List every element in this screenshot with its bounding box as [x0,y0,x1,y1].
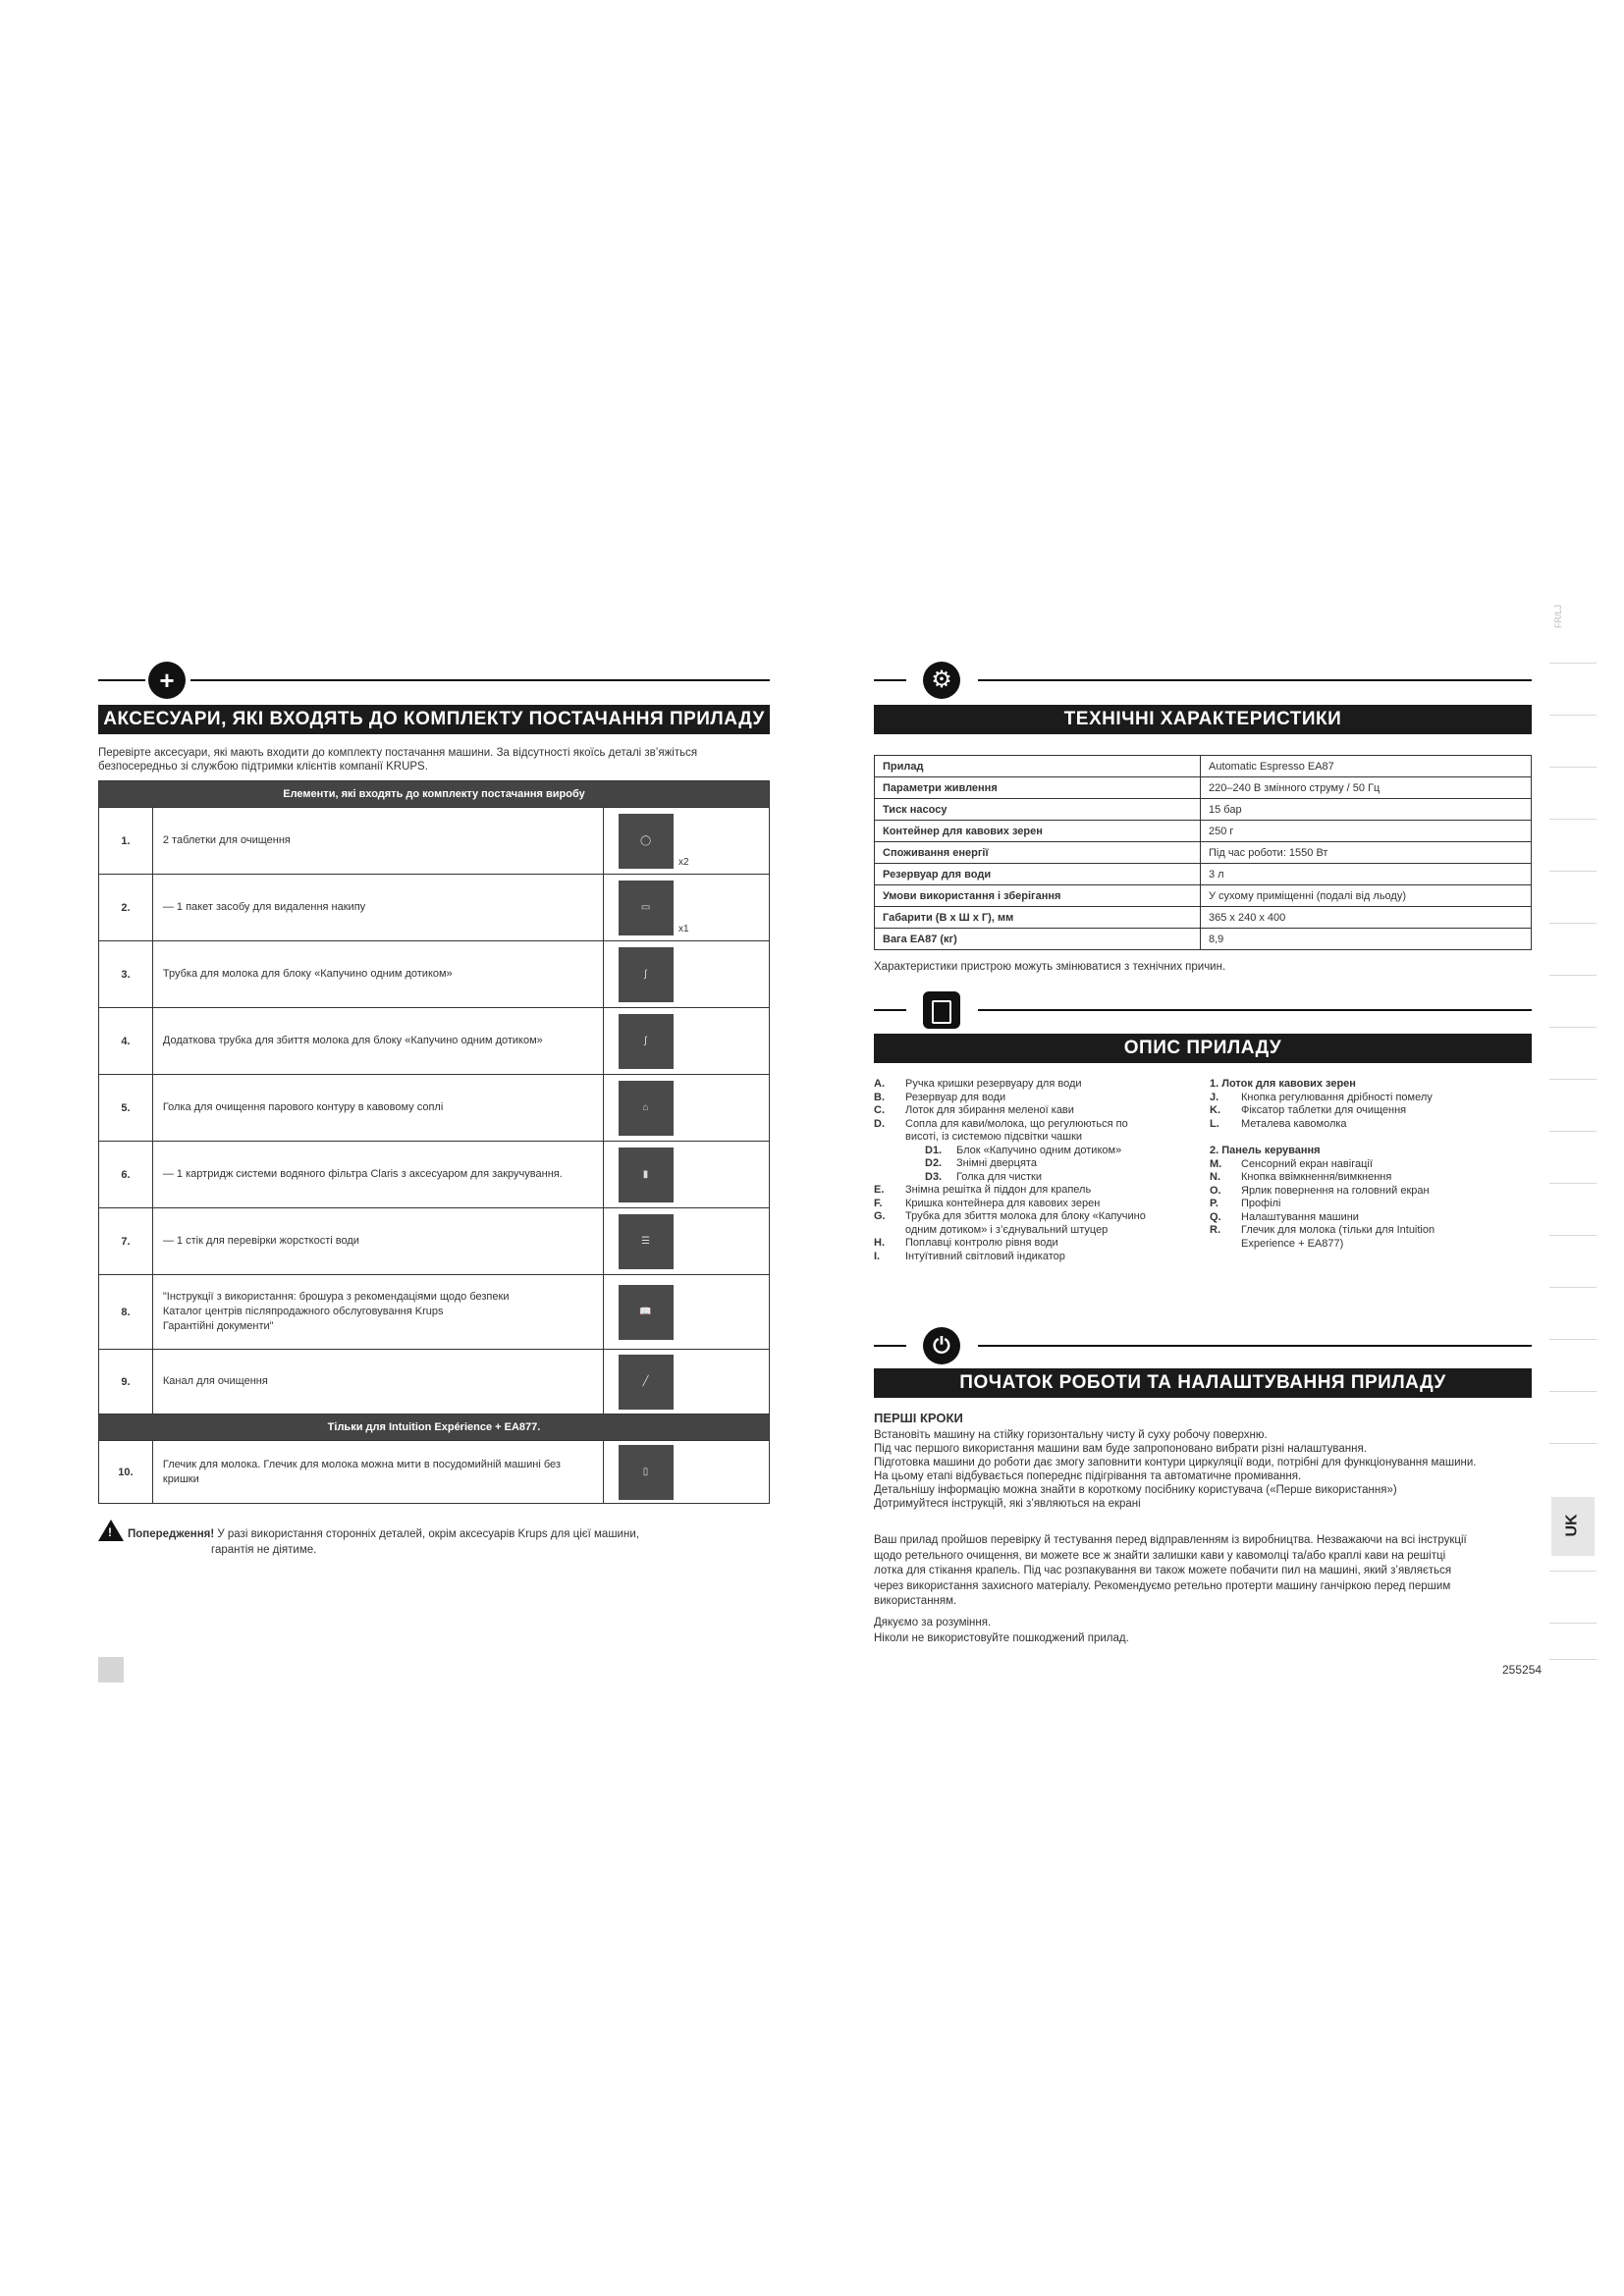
para-line: Ваш прилад пройшов перевірку й тестування перед відправленням із виробництва. Незважаючи на всі інструкції [874,1534,1467,1546]
row-number: 4. [99,1008,153,1075]
cleaning-channel-icon: ╱ [619,1355,674,1410]
desc-list-left [874,1078,1198,1263]
group2-title: 2. Панель керування [1210,1145,1321,1156]
list-item: J. Кнопка регулювання дрібності помелу [1210,1091,1433,1103]
power-icon: ⏻ [923,1327,960,1364]
list-item: D3. Голка для чистки [925,1170,1042,1183]
spec-value: 3 л [1201,864,1532,885]
list-item: D2. Знімні дверцята [925,1157,1037,1169]
accessories-title: АКСЕСУАРИ, ЯКІ ВХОДЯТЬ ДО КОМПЛЕКТУ ПОСТАЧАННЯ ПРИЛАДУ [98,705,770,734]
warning-text [128,1527,766,1541]
para-line: через використання захисного матеріалу. Рекомендуємо ретельно протерти машину ганчіркою перед першим [874,1579,1451,1592]
spec-key: Контейнер для кавових зерен [875,821,1201,842]
index-line [1549,1571,1597,1572]
row-number: 9. [99,1350,153,1415]
warning-exclamation: ! [108,1525,112,1539]
index-line [1549,923,1597,924]
water-filter-icon: ▮ [619,1148,674,1202]
list-item: висоті, із системою підсвітки чашки [905,1131,1083,1143]
start-paragraph [874,1533,1534,1610]
row-description: 2 таблетки для очищення [152,808,603,875]
para-line: використанням. [874,1595,957,1607]
row-number: 1. [99,808,153,875]
milk-jug-icon: ▯ [619,1445,674,1500]
hardness-strip-icon: ☰ [619,1214,674,1269]
specs-note: Характеристики пристрою можуть змінюватися з технічних причин. [874,961,1226,973]
spec-key: Параметри живлення [875,777,1201,799]
cleaning-needle-icon: ⌂ [619,1081,674,1136]
index-line [1549,767,1597,768]
page-marker [98,1657,124,1682]
row-description: — 1 пакет засобу для видалення накипу [152,875,603,941]
list-item: A. Ручка кришки резервуару для води [874,1078,1082,1090]
list-item: D1. Блок «Капучино одним дотиком» [925,1144,1122,1156]
row-description: — 1 стік для перевірки жорсткості води [152,1208,603,1275]
row-number: 5. [99,1075,153,1142]
accessories-table-header: Елементи, які входять до комплекту постачання виробу [99,781,770,808]
row-number: 7. [99,1208,153,1275]
spec-value: 8,9 [1201,929,1532,950]
para-line: щодо ретельного очищення, ви можете все ж знайти залишки кави у кавомолці та/або краплі кави на решітці [874,1549,1446,1562]
start-rule-left [874,1345,906,1347]
index-line [1549,1131,1597,1132]
row-description: Додаткова трубка для збиття молока для блоку «Капучино одним дотиком» [152,1008,603,1075]
list-item: P. Профілі [1210,1198,1281,1209]
list-item: R. Глечик для молока (тільки для Intuition [1210,1224,1435,1236]
specs-rule-left [874,679,906,681]
table-row [99,808,770,875]
spec-value: 15 бар [1201,799,1532,821]
table-row [875,885,1532,907]
spec-value: 220–240 В змінного струму / 50 Гц [1201,777,1532,799]
start-line: На цьому етапі відбувається попереднє підігрівання та автоматичне промивання. [874,1470,1302,1482]
index-line [1549,715,1597,716]
desc-rule-right [978,1009,1532,1011]
spec-key: Умови використання і зберігання [875,885,1201,907]
list-item: L. Металева кавомолка [1210,1117,1347,1130]
start-lines [874,1428,1534,1511]
spec-key: Прилад [875,756,1201,777]
start-rule-right [978,1345,1532,1347]
spec-value: 365 x 240 x 400 [1201,907,1532,929]
list-item: O. Ярлик повернення на головний екран [1210,1184,1430,1197]
spec-key: Тиск насосу [875,799,1201,821]
index-line [1549,871,1597,872]
index-line [1549,975,1597,976]
start-line: Дотримуйтеся інструкцій, які з’являються на екрані [874,1498,1141,1510]
group1-title: 1. Лоток для кавових зерен [1210,1078,1356,1090]
machine-icon [923,991,960,1029]
warning-label: Попередження! [128,1528,215,1540]
start-line: Детальнішу інформацію можна знайти в короткому посібнику користувача («Перше використання») [874,1484,1397,1496]
spec-key: Резервуар для води [875,864,1201,885]
extra-milk-tube-icon: ʃ [619,1014,674,1069]
row-description: "Інструкції з використання: брошура з рекомендаціями щодо безпеки Каталог центрів післяпродажного обслуговування Krups Гарантійні документи" [152,1275,603,1350]
warning-text-2: гарантія не діятиме. [211,1544,317,1556]
accessories-intro-1: Перевірте аксесуари, які мають входити до комплекту постачання машини. За відсутності якоїсь деталі зв’яжіться [98,747,698,759]
table-row [875,777,1532,799]
language-tab-uk [1551,1497,1595,1556]
desc-rule-left [874,1009,906,1011]
spec-value: Під час роботи: 1550 Вт [1201,842,1532,864]
para-line: лотка для стікання крапель. Під час розпакування ви також можете побачити пил на машині, який з’являється [874,1565,1452,1576]
list-item: Experience + EA877) [1241,1237,1344,1250]
row-number: 10. [99,1441,153,1504]
row-number: 8. [99,1275,153,1350]
row-description: — 1 картридж системи водяного фільтра Claris з аксесуаром для закручування. [152,1142,603,1208]
table-row [875,799,1532,821]
index-line [1549,663,1597,664]
row-description: Глечик для молока. Глечик для молока можна мити в посудомийній машині без кришки [152,1441,603,1504]
index-line [1549,1079,1597,1080]
start-line: Підготовка машини до роботи дає змогу заповнити контури циркуляції води, потрібні для функціонування машини. [874,1457,1477,1468]
thanks-text: Дякуємо за розуміння. [874,1617,992,1629]
left-header-rule-left [98,679,145,681]
start-subtitle: ПЕРШІ КРОКИ [874,1411,963,1425]
index-line [1549,1287,1597,1288]
intuition-only-header: Тільки для Intuition Expérience + EA877. [99,1415,770,1441]
list-item: F. Кришка контейнера для кавових зерен [874,1197,1101,1209]
row-description: Канал для очищення [152,1350,603,1415]
index-line [1549,1027,1597,1028]
index-line [1549,1623,1597,1624]
table-row [99,941,770,1008]
index-line [1549,1235,1597,1236]
spec-key: Вага EA87 (кг) [875,929,1201,950]
never-text: Ніколи не використовуйте пошкоджений прилад. [874,1632,1129,1644]
table-row [99,1350,770,1415]
specs-table [874,755,1532,950]
gear-icon: ⚙ [923,662,960,699]
table-row [875,907,1532,929]
index-line [1549,1339,1597,1340]
left-header-rule-right [190,679,770,681]
list-item: I. Інтуїтивний світловий індикатор [874,1250,1065,1262]
item-count: x2 [677,856,689,868]
row-number: 3. [99,941,153,1008]
start-title: ПОЧАТОК РОБОТИ ТА НАЛАШТУВАННЯ ПРИЛАДУ [874,1368,1532,1398]
spec-value: У сухому приміщенні (подалі від льоду) [1201,885,1532,907]
milk-tube-icon: ∫ [619,947,674,1002]
table-row [99,1075,770,1142]
table-row [99,1208,770,1275]
list-item: G. Трубка для збиття молока для блоку «Капучино [874,1210,1146,1222]
language-tab-label: UK [1563,1514,1581,1537]
list-item: D. Сопла для кави/молока, що регулюються по [874,1117,1128,1130]
booklet-icon: 📖 [619,1285,674,1340]
warning-text-1: У разі використання сторонніх деталей, окрім аксесуарів Krups для цієї машини, [214,1528,639,1540]
list-item: E. Знімна решітка й піддон для крапель [874,1184,1092,1196]
table-row [99,1142,770,1208]
specs-rule-right [978,679,1532,681]
item-count: x1 [677,923,689,934]
list-item: K. Фіксатор таблетки для очищення [1210,1104,1407,1116]
list-item: B. Резервуар для води [874,1091,1006,1103]
table-row [99,875,770,941]
table-row [875,929,1532,950]
cleaning-tablet-icon: ◯ x2 [619,814,674,869]
spec-key: Споживання енергії [875,842,1201,864]
index-line [1549,1391,1597,1392]
accessories-table [98,780,770,1504]
index-line [1549,1443,1597,1444]
list-item: N. Кнопка ввімкнення/вимкнення [1210,1171,1392,1183]
start-line: Встановіть машину на стійку горизонтальну чисту й суху робочу поверхню. [874,1429,1268,1441]
table-row [875,842,1532,864]
row-number: 6. [99,1142,153,1208]
plus-icon: + [148,662,186,699]
row-description: Голка для очищення парового контуру в кавовому соплі [152,1075,603,1142]
spec-value: 250 г [1201,821,1532,842]
description-title: ОПИС ПРИЛАДУ [874,1034,1532,1063]
list-item: H. Поплавці контролю рівня води [874,1237,1058,1249]
table-row [99,1008,770,1075]
specs-title: ТЕХНІЧНІ ХАРАКТЕРИСТИКИ [874,705,1532,734]
list-item: M. Сенсорний екран навігації [1210,1157,1373,1170]
list-item: C. Лоток для збирання меленої кави [874,1104,1074,1116]
descaling-packet-icon: ▭ x1 [619,881,674,935]
row-number: 2. [99,875,153,941]
index-line [1549,1659,1597,1660]
table-row [99,1441,770,1504]
spec-value: Automatic Espresso EA87 [1201,756,1532,777]
vertical-tag: FR/LJ [1553,604,1563,628]
start-line: Під час першого використання машини вам буде запропоновано вибрати різні налаштування. [874,1443,1367,1455]
index-line [1549,1183,1597,1184]
page-code: 255254 [1502,1663,1543,1677]
table-row [99,1275,770,1350]
desc-list-right [1210,1078,1534,1251]
list-item: Q. Налаштування машини [1210,1210,1359,1223]
accessories-intro-2: безпосередньо зі службою підтримки клієнтів компанії KRUPS. [98,761,428,773]
index-line [1549,819,1597,820]
list-item: одним дотиком» і з’єднувальний штуцер [905,1223,1109,1236]
table-row [875,756,1532,777]
spec-key: Габарити (В x Ш x Г), мм [875,907,1201,929]
row-description: Трубка для молока для блоку «Капучино одним дотиком» [152,941,603,1008]
table-row [875,864,1532,885]
table-row [875,821,1532,842]
